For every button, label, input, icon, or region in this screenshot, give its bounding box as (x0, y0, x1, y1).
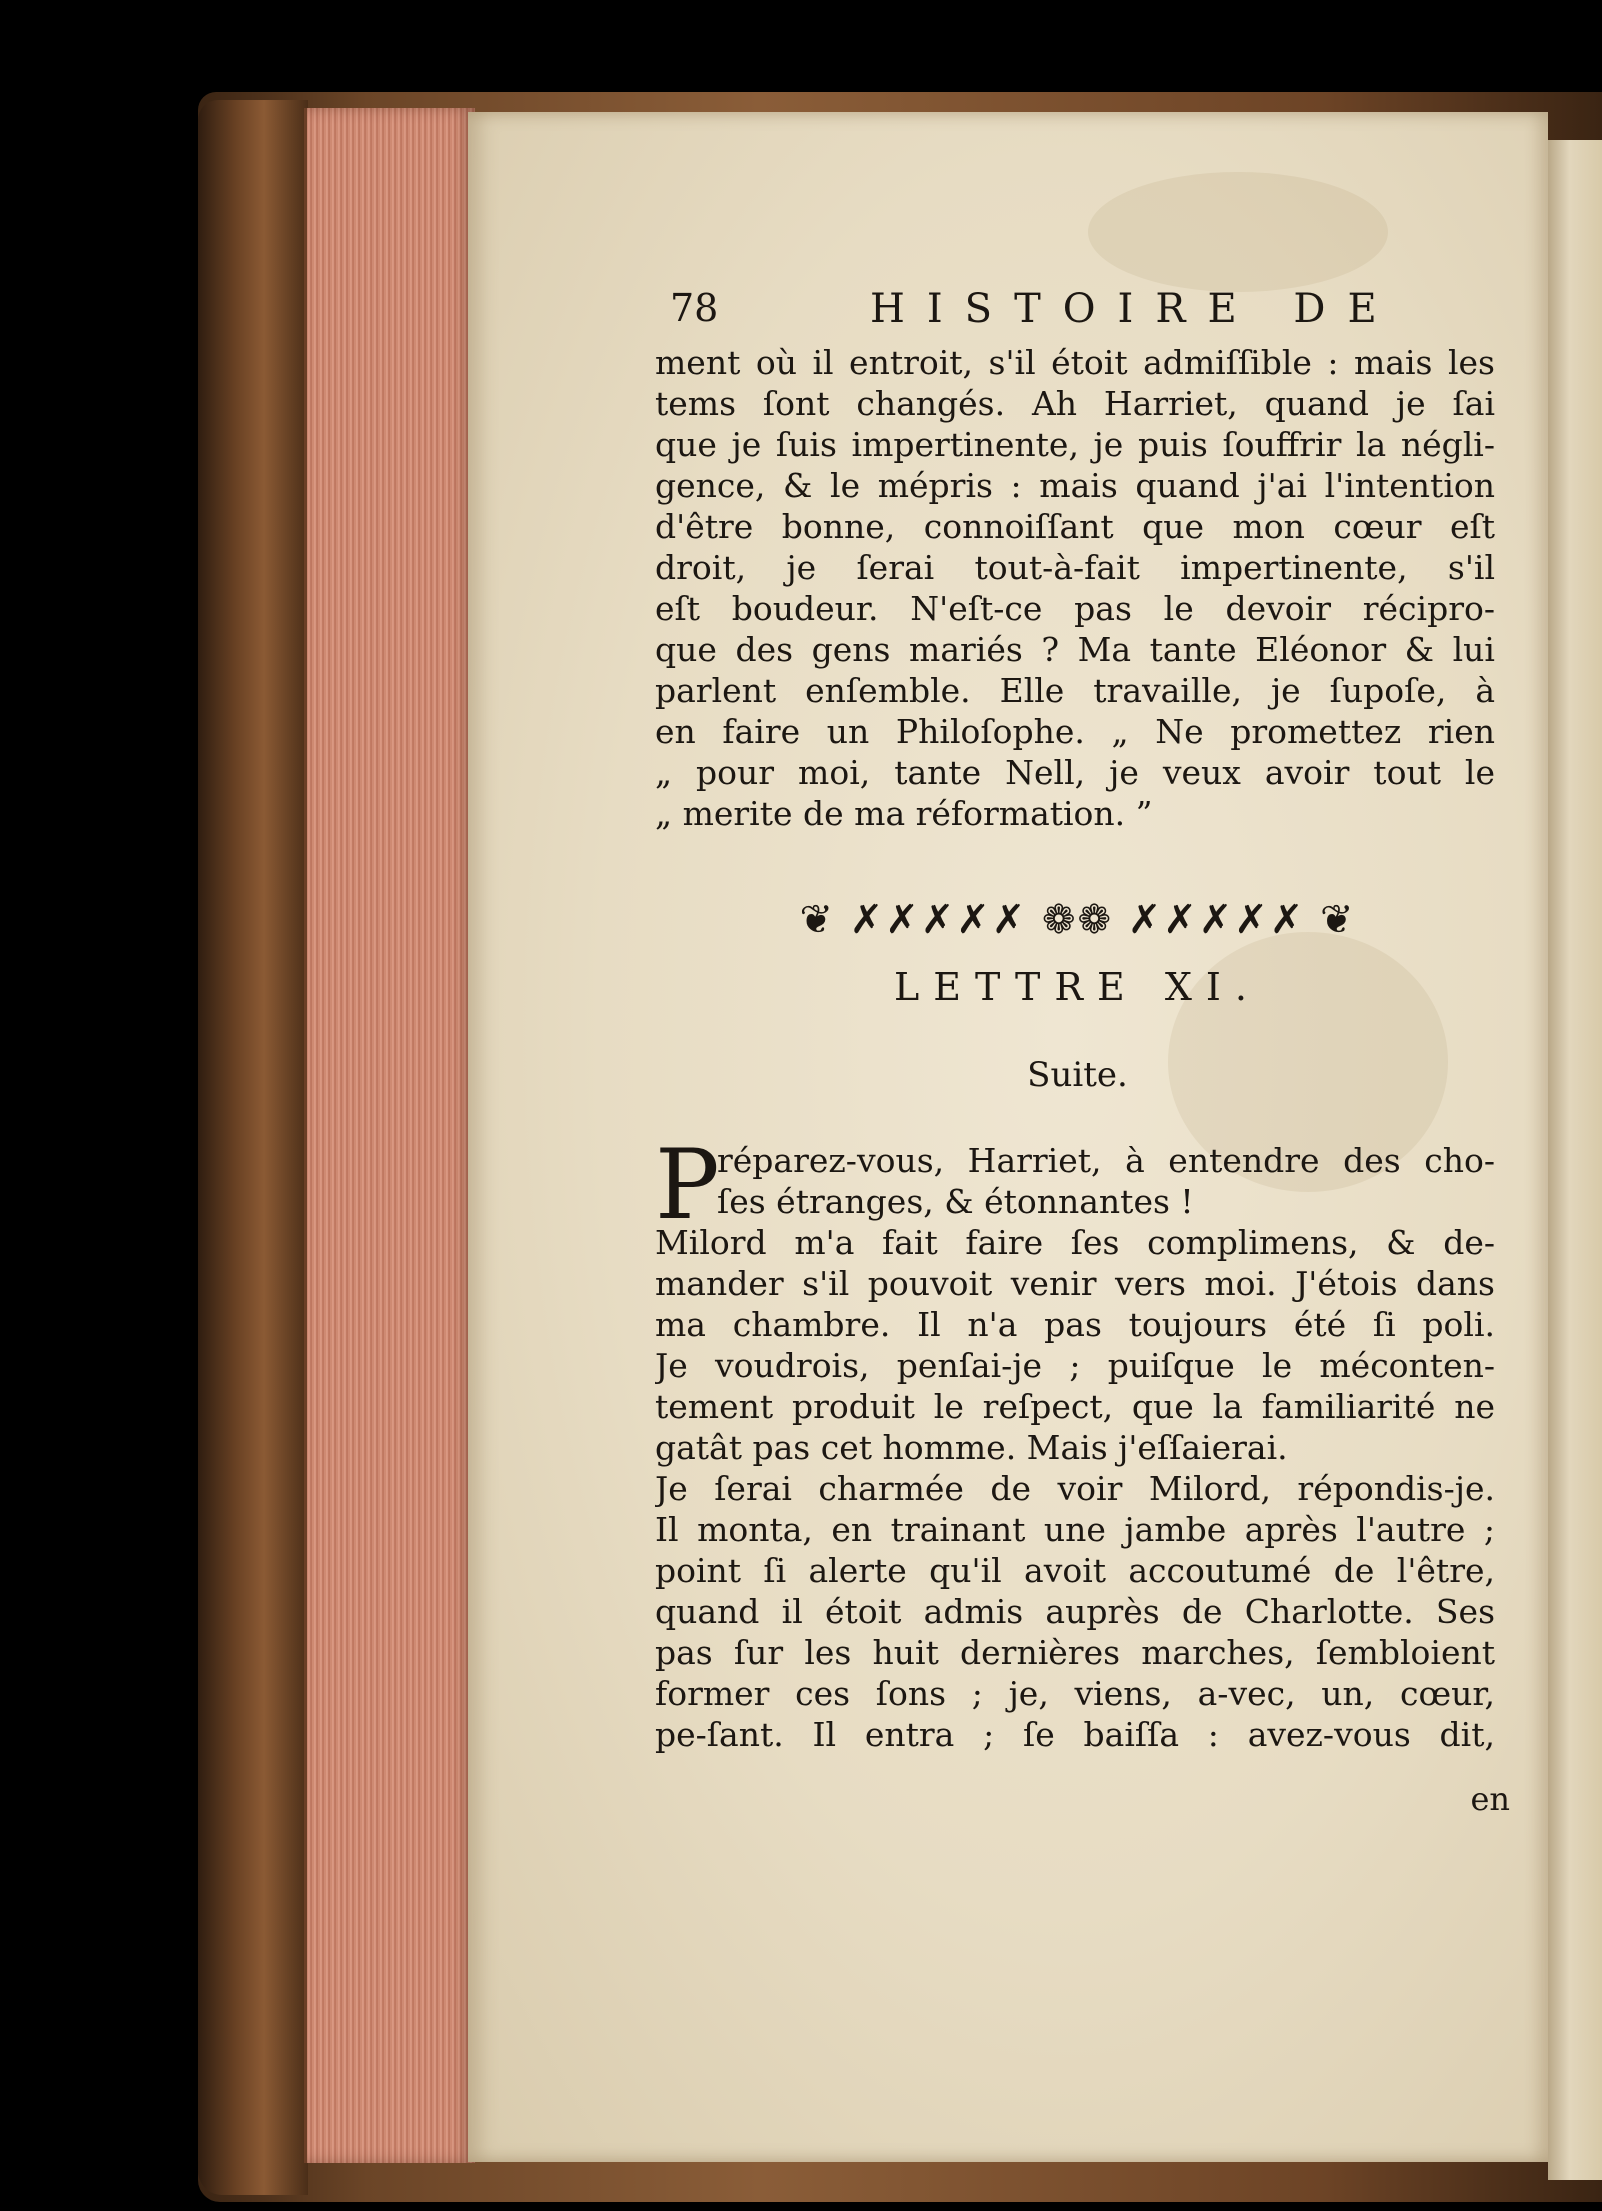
drop-cap: P (655, 1129, 720, 1241)
catchword: en (1470, 1780, 1510, 1818)
page-number: 78 (670, 286, 719, 330)
text-line: Il monta, en trainant une jambe après l'autre ; (655, 1510, 1495, 1549)
text-line: tement produit le reſpect, que la familiarité ne (655, 1387, 1495, 1426)
text-line: Je voudrois, penſai-je ; puiſque le méconten- (655, 1346, 1495, 1385)
text-line: former ces ſons ; je, viens, a-vec, un, cœur, (655, 1674, 1495, 1713)
text-line: ment où il entroit, s'il étoit admiſſible : mais les (655, 343, 1495, 382)
text-line: ma chambre. Il n'a pas toujours été ſi poli. (655, 1305, 1495, 1344)
text-line: „ pour moi, tante Nell, je veux avoir tout le (655, 753, 1495, 792)
text-line: mander s'il pouvoit venir vers moi. J'étois dans (655, 1264, 1495, 1303)
text-line: tems ſont changés. Ah Harriet, quand je ſai (655, 384, 1495, 423)
running-title: HISTOIRE DE (870, 286, 1399, 332)
text-line: que des gens mariés ? Ma tante Eléonor & lui (655, 630, 1495, 669)
book-spine (198, 100, 308, 2195)
text-line: eſt boudeur. N'eſt-ce pas le devoir récipro- (655, 589, 1495, 628)
text-line: „ merite de ma réformation. ” (655, 794, 1153, 833)
text-line: en faire un Philoſophe. „ Ne promettez rien (655, 712, 1495, 751)
text-line: parlent enſemble. Elle travaille, je ſupoſe, à (655, 671, 1495, 710)
text-line: pas ſur les huit dernières marches, ſembloient (655, 1633, 1495, 1672)
page-edges (304, 108, 475, 2163)
text-line: d'être bonne, connoiſſant que mon cœur eſt (655, 507, 1495, 546)
text-line: point ſi alerte qu'il avoit accoutumé de l'être, (655, 1551, 1495, 1590)
text-line: gatât pas cet homme. Mais j'eſſaierai. (655, 1428, 1288, 1467)
letter-subtitle: Suite. (1027, 1055, 1128, 1095)
facing-page-edge (1548, 140, 1602, 2180)
text-line: quand il étoit admis auprès de Charlotte. Ses (655, 1592, 1495, 1631)
running-header (670, 286, 1510, 346)
text-line: Je ſerai charmée de voir Milord, répondis-je. (655, 1469, 1495, 1508)
text-line: droit, je ſerai tout-à-fait impertinente, s'il (655, 548, 1495, 587)
text-line: ſes étranges, & étonnantes ! (717, 1182, 1194, 1221)
text-line: Milord m'a fait faire ſes complimens, & de- (655, 1223, 1495, 1262)
text-line: pe-ſant. Il entra ; ſe baiſſa : avez-vous dit, (655, 1715, 1495, 1754)
decorative-ornament-band: ❦ ✗✗✗✗✗ ❁❁ ✗✗✗✗✗ ❦ (799, 897, 1356, 943)
text-line: que je ſuis impertinente, je puis ſouffrir la négli- (655, 425, 1495, 464)
page-stain (1088, 172, 1388, 292)
text-line: réparez-vous, Harriet, à entendre des cho- (717, 1141, 1495, 1180)
letter-title: LETTRE XI. (894, 965, 1261, 1009)
text-line: gence, & le mépris : mais quand j'ai l'intention (655, 466, 1495, 505)
